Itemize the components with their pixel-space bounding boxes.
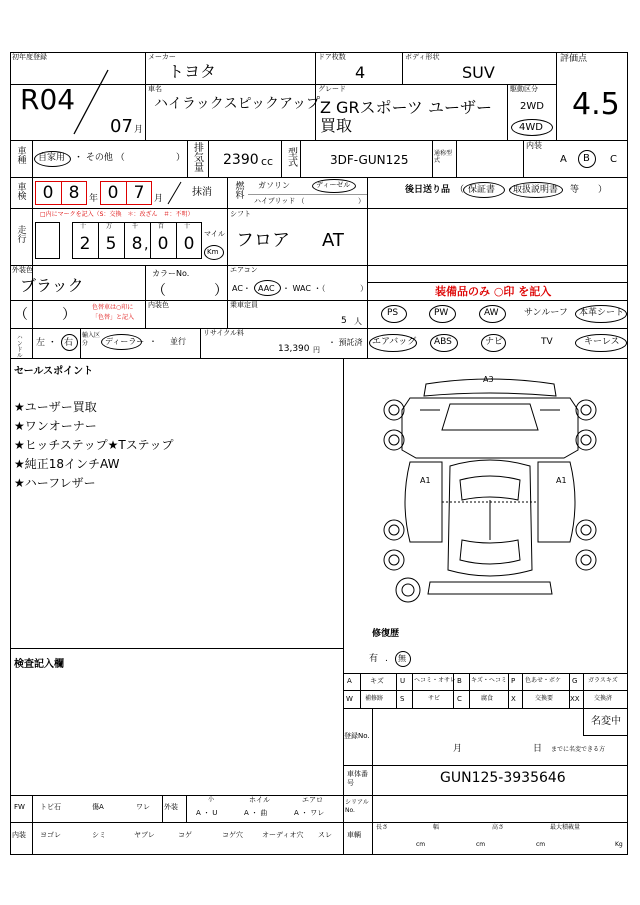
- serial-label: シリアルNo.: [345, 799, 369, 814]
- inspection-year-unit: 年: [89, 194, 99, 204]
- fuel-label: 燃料: [233, 181, 244, 199]
- car-damage-diagram: [380, 370, 600, 620]
- score-label: 評価点: [560, 54, 588, 64]
- sales-item: ★ワンオーナー: [14, 419, 97, 433]
- legend-desc: ヘコミ・オサレ: [414, 677, 456, 684]
- shift-label: シフト: [230, 210, 251, 218]
- mileage-d1: 2: [79, 234, 91, 254]
- body-type-label: ボディ形状: [405, 53, 440, 61]
- int-sure: スレ: [318, 831, 332, 839]
- fw-gaiso: 外装: [164, 803, 178, 811]
- drive-label: 駆動区分: [510, 85, 538, 93]
- int-color-open: （: [14, 307, 28, 323]
- repair-dot: .: [385, 654, 388, 664]
- inspection-notes-title: 検査記入欄: [14, 659, 64, 670]
- legend-code: X: [511, 695, 516, 703]
- legend-desc: 交換要: [535, 695, 554, 702]
- int-color-label: 内装色: [148, 301, 169, 309]
- shift-value: フロア: [236, 230, 290, 251]
- inspection-month-d1: 0: [107, 183, 119, 203]
- docs-etc: 等: [570, 185, 580, 195]
- mileage-d3: 8: [131, 234, 143, 254]
- recycle-value: 13,390: [278, 344, 310, 354]
- maker-value: トヨタ: [168, 62, 217, 81]
- diagram-a1-left: A1: [420, 476, 431, 485]
- equip-ps: PS: [387, 308, 399, 318]
- legend-desc: ガラスキズ: [588, 677, 618, 684]
- diagram-a3: A3: [483, 375, 494, 384]
- docs-warranty: 保証書: [468, 185, 496, 195]
- mileage-label: 走行: [15, 225, 26, 243]
- inspection-cancel: 抹消: [192, 187, 212, 198]
- registration-day: 日: [533, 744, 543, 754]
- legend-code: A: [347, 677, 352, 685]
- legend-desc: 色あせ・ボケ: [525, 677, 562, 684]
- displacement-unit: cc: [261, 155, 274, 168]
- mileage-head-2: 万: [106, 223, 113, 230]
- legend-code: XX: [570, 695, 580, 703]
- fuel-diesel: ディーゼル: [316, 181, 351, 189]
- equip-navi: ナビ: [485, 337, 504, 347]
- equip-leather: 本革シート: [579, 308, 625, 318]
- sales-item: ★純正18インチAW: [14, 457, 120, 471]
- mileage-km: Km: [207, 248, 219, 256]
- aircon-aac: AAC: [258, 284, 275, 293]
- capacity-value: 5: [341, 316, 347, 326]
- fw-label: FW: [14, 803, 25, 811]
- mileage-d5: 0: [183, 234, 195, 254]
- dims-weight: 最大積載量: [550, 824, 581, 831]
- car-name-label: 車名: [148, 85, 162, 93]
- legend-desc: 補修跡: [365, 695, 384, 702]
- body-type-value: SUV: [462, 63, 495, 82]
- import-label: 輸入区分: [82, 332, 101, 347]
- int-audio: オーディオ穴: [262, 831, 304, 839]
- docs-paren-close: ）: [598, 185, 608, 195]
- legend-code: U: [400, 677, 406, 685]
- aircon-close: ）: [360, 284, 368, 293]
- import-sep: ・: [149, 337, 157, 346]
- docs-title: 後日送り品: [405, 185, 451, 195]
- first-reg-era: R04: [20, 83, 76, 116]
- dims-height: 高さ: [492, 824, 505, 831]
- dims-length: 長さ: [376, 824, 389, 831]
- doors-value: 4: [355, 63, 366, 82]
- aircon-wac: ・ WAC ・（: [282, 284, 326, 293]
- grade-line1: Z GRスポーツ ユーザー: [320, 98, 493, 117]
- mileage-d2: 5: [105, 234, 117, 254]
- repair-label: 修復歴: [372, 629, 400, 639]
- mileage-mark-box: [35, 222, 60, 259]
- fuel-gasoline: ガソリン: [258, 181, 290, 190]
- equip-pw: PW: [434, 308, 449, 318]
- fw-aero: エアロ: [302, 796, 323, 804]
- equip-tv: TV: [541, 337, 553, 347]
- sales-item: ★ハーフレザー: [14, 476, 96, 490]
- cert-model-label: 通称型式: [434, 150, 453, 165]
- first-reg-month-unit: 月: [134, 125, 144, 135]
- fw-aero-a: A ・ ワレ: [294, 809, 325, 817]
- mileage-head-4: 百: [158, 223, 165, 230]
- displacement-value: 2390: [223, 152, 259, 168]
- docs-manual: 取扱説明書: [513, 185, 559, 195]
- equip-abs: ABS: [434, 337, 452, 347]
- import-dealer: ディーラー: [105, 337, 145, 346]
- inspection-month-unit: 月: [154, 194, 164, 204]
- grade-line2: 買取: [320, 116, 353, 135]
- color-no-close: ）: [214, 283, 228, 299]
- inspection-year-d1: 0: [42, 183, 54, 203]
- equip-keyless: キーレス: [584, 337, 620, 347]
- legend-code: C: [457, 695, 462, 703]
- usage-close: ）: [176, 153, 186, 163]
- mileage-head-1: 十: [80, 223, 87, 230]
- legend-code: B: [457, 677, 462, 685]
- legend-desc: キズ: [370, 677, 384, 685]
- mileage-note: □内にマークを記入（S：交換 ＊：改ざん ＃：不明）: [40, 211, 194, 218]
- dims-cm2: cm: [476, 841, 486, 848]
- sales-item: ★ユーザー買取: [14, 400, 97, 414]
- legend-desc: サビ: [428, 695, 441, 702]
- int-yogore: ヨゴレ: [40, 831, 61, 839]
- capacity-label: 乗車定員: [230, 301, 258, 309]
- equip-aw: AW: [484, 308, 499, 318]
- inspection-year-d2: 8: [68, 183, 80, 203]
- mileage-d4: 0: [157, 234, 169, 254]
- fw-small: 小: [208, 796, 215, 803]
- chassis-value: GUN125-3935646: [440, 770, 566, 786]
- color-no-open: （: [152, 283, 166, 299]
- inspection-slash: [165, 181, 183, 205]
- chassis-label: 車体番号: [347, 770, 368, 788]
- import-parallel: 並行: [170, 337, 186, 346]
- dims-cm3: cm: [536, 841, 546, 848]
- maker-label: メーカー: [148, 53, 176, 61]
- first-reg-label: 初年度登録: [12, 53, 47, 61]
- auction-sheet: 初年度登録 R04 07 月 メーカー トヨタ ドア枚数 4 ボディ形状 SUV 評価点 4.5 車名 ハイラックスピックアップ グレード Z GRスポーツ ユーザー 買取 駆動区分 2WD 4WD 車種 自家用 ・ その他 （ ） 排気量 2390 cc 型式 3DF-GUN125 通称型式 内装 A B C 車検 0 8 年 0 7 月 抹消 燃料 ガソリン ディーゼル ハイブリッド （ ） 後日送り品 （ 保証書 ・ 取扱説明書 等 ） 走行 □内にマークを記入（S：交換 ＊：改ざん ＃：不明） 十 万 千 百 十 2 5 , 8 0 マイル Km シフト フロア AT 外装色 ブラック カラーNo. （ ） （ ） 色替車は○印に 「色替」と記入 内装色 エアコン AC・ AAC ・ WAC ・（ ） 乗車定員 5 人 装備品のみ ○印 を記入 PS PW AW サンルーフ 本革シート ハンドル 左 ・ 右 輸入区分 ディーラー ・ 並行 リサイクル料 13,390 円 ・ 預託済 エアバッグ ABS ナビ TV キーレス セールスポイント ★ユーザー買取 ★ワンオーナー ★ヒッチステップ★Tステップ ★純正18インチAW ★ハーフレザー A3 A1 A1 修復歴 有 . 無 検査記入欄 A キズ U ヘコミ・オサレ B キズ・ヘコミ P 色あせ・ボケ G ガラスキズ W 補修跡 S サビ C 腐食 X 交換要 XX 交換済 登録No. 名変中 月 日 までに名変できる方 車体番号 GUN125-3935646 FW トビ石 傷A ワレ 外装 小 A ・ U ホイル A ・ 曲 エアロ A ・ ワレ シリアルNo. 内装 ヨゴレ シミ ヤブレ コゲ コゲ穴 オーディオ穴 スレ 車輌 長さ cm 幅 cm 高さ cm 最大積載量 Kg 0: [0, 0, 640, 905]
- legend-code: W: [346, 695, 353, 703]
- handle-right: 右: [64, 338, 74, 348]
- fw-wheel-a: A ・ 曲: [244, 809, 268, 817]
- color-value: ブラック: [20, 276, 84, 295]
- legend-code: S: [400, 695, 405, 703]
- usage-label: 車種: [15, 146, 26, 164]
- fuel-hybrid: ハイブリッド （: [254, 197, 305, 205]
- fw-kizu: 傷A: [92, 803, 104, 811]
- doors-label: ドア枚数: [318, 53, 346, 61]
- handle-left: 左 ・: [36, 338, 57, 348]
- recycle-deposit: ・ 預託済: [328, 338, 363, 347]
- mileage-mile: マイル: [204, 230, 225, 238]
- slash-divider: [70, 68, 110, 136]
- equip-sunroof: サンルーフ: [524, 308, 568, 318]
- dims-label: 車輌: [347, 831, 361, 839]
- usage-private: 自家用: [38, 153, 66, 163]
- color-note-1: 色替車は○印に: [92, 304, 134, 311]
- first-reg-month: 07: [110, 116, 133, 137]
- inspection-label: 車検: [15, 182, 26, 200]
- recycle-label: リサイクル料: [203, 329, 245, 337]
- aircon-label: エアコン: [230, 266, 258, 274]
- fuel-hybrid-close: ）: [358, 197, 365, 205]
- car-name-value: ハイラックスピックアップ: [154, 96, 321, 112]
- int-color-close: ）: [62, 307, 76, 323]
- int-yabure: ヤブレ: [134, 831, 155, 839]
- color-no-label: カラーNo.: [152, 269, 190, 278]
- mileage-head-3: 千: [132, 223, 139, 230]
- grade-label: グレード: [318, 85, 346, 93]
- displacement-label: 排気量: [191, 142, 203, 172]
- legend-desc: 交換済: [594, 695, 613, 702]
- interior-score-b: B: [583, 153, 590, 164]
- equipment-title: 装備品のみ ○印 を記入: [435, 285, 552, 298]
- fw-wheel: ホイル: [249, 796, 270, 804]
- dims-kg: Kg: [615, 841, 623, 848]
- sales-item: ★ヒッチステップ★Tステップ: [14, 438, 174, 452]
- inspection-month-d2: 7: [133, 183, 145, 203]
- name-change: 名変中: [591, 716, 621, 727]
- drive-4wd: 4WD: [519, 122, 543, 133]
- diagram-a1-right: A1: [556, 476, 567, 485]
- shift-type: AT: [322, 230, 344, 251]
- handle-label: ハンドル: [15, 334, 23, 358]
- equip-airbag: エアバッグ: [372, 337, 417, 347]
- int-shimi: シミ: [92, 831, 106, 839]
- fw-small-a: A ・ U: [196, 809, 218, 817]
- interior-score-c: C: [610, 154, 617, 165]
- registration-label: 登録No.: [344, 732, 370, 740]
- fw-ware: ワレ: [136, 803, 150, 811]
- dims-width: 幅: [433, 824, 440, 831]
- legend-code: P: [511, 677, 516, 685]
- legend-desc: キズ・ヘコミ: [471, 677, 507, 684]
- int-kogeana: コゲ穴: [222, 831, 243, 839]
- repair-has: 有: [369, 654, 379, 664]
- mileage-head-5: 十: [184, 223, 191, 230]
- drive-2wd: 2WD: [520, 101, 544, 112]
- repair-none: 無: [398, 654, 406, 663]
- int-koge: コゲ: [178, 831, 192, 839]
- model-label: 型式: [285, 147, 297, 167]
- sales-title: セールスポイント: [14, 366, 94, 377]
- interior-score-a: A: [560, 154, 567, 165]
- interior-score-label: 内装: [526, 141, 542, 150]
- score-value: 4.5: [572, 87, 620, 122]
- fw-toshi: トビ石: [40, 803, 61, 811]
- usage-other: ・ その他 （: [74, 153, 125, 163]
- aircon-ac: AC・: [232, 284, 251, 293]
- registration-month: 月: [453, 744, 463, 754]
- docs-paren-open: （: [455, 185, 465, 195]
- legend-code: G: [572, 677, 578, 685]
- color-label: 外装色: [12, 266, 33, 274]
- capacity-unit: 人: [354, 317, 362, 326]
- legend-desc: 腐食: [481, 695, 494, 702]
- registration-deadline: までに名変できる方: [551, 746, 606, 753]
- recycle-unit: 円: [313, 346, 320, 354]
- color-note-2: 「色替」と記入: [92, 314, 135, 321]
- model-value: 3DF-GUN125: [330, 153, 409, 167]
- dims-cm1: cm: [416, 841, 426, 848]
- int-row-label: 内装: [12, 831, 26, 839]
